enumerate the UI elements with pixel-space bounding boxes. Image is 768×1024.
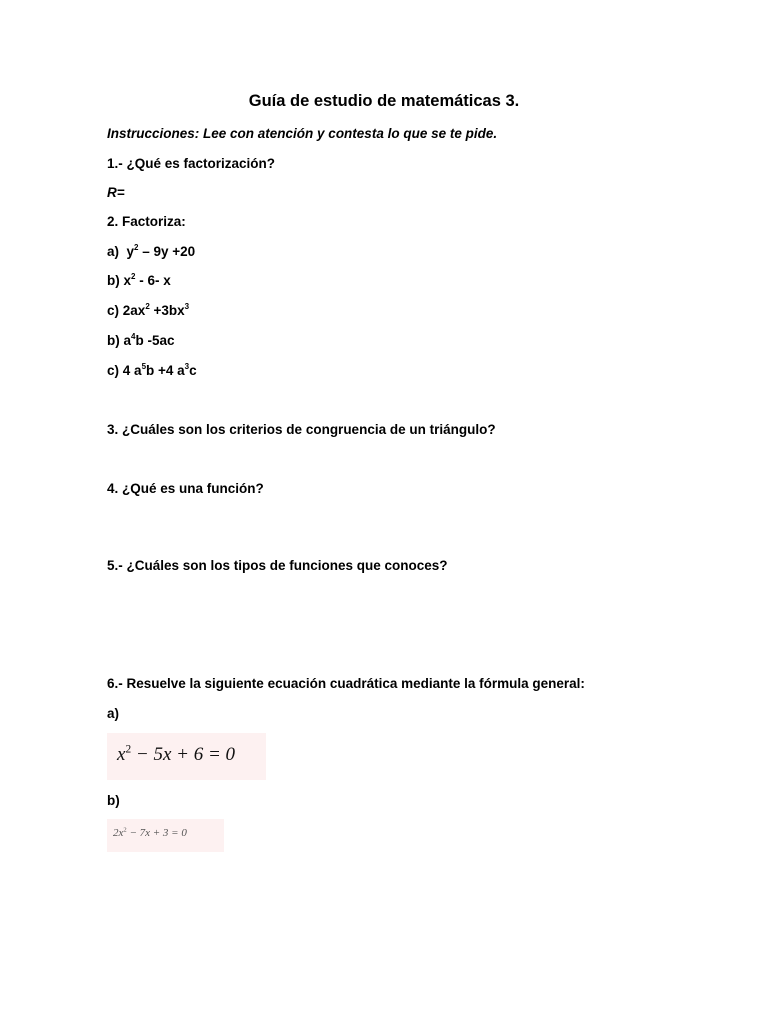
question-2: 2. Factoriza: [107, 214, 186, 229]
question-6: 6.- Resuelve la siguiente ecuación cuadrática mediante la fórmula general: [107, 676, 585, 691]
question-1: 1.- ¿Qué es factorización? [107, 156, 276, 171]
factor-item-c2: c) 4 $a^5b +4$ $a^3c$ [107, 362, 197, 378]
question-5: 5.- ¿Cuáles son los tipos de funciones que conoces? [107, 558, 448, 573]
document-title: Guía de estudio de matemáticas 3. [248, 92, 520, 110]
question-4: 4. ¿Qué es una función? [107, 481, 264, 496]
equation-b-image: $2x^2 - 7x + 3 = 0$ [107, 819, 224, 852]
factor-item-b2: b) $a^4b$ -5ac [107, 332, 175, 348]
factor-item-b: b) $x^2 - 6-$ x [107, 272, 171, 288]
equation-a-label: a) [107, 706, 120, 721]
equation-a-image: $x^2 - 5x + 6 = 0$ [107, 733, 266, 780]
question-3: 3. ¿Cuáles son los criterios de congruencia de un triángulo? [107, 422, 496, 437]
factor-item-c: c) $2ax^2 +3bx^3$ [107, 302, 190, 318]
instructions-text: Instrucciones: Lee con atención y contesta lo que se te pide. [107, 126, 498, 141]
equation-b-label: b) [107, 793, 120, 808]
factor-item-a: a) $y^2 - 9y +20$ [107, 243, 196, 259]
answer-label: R= [107, 185, 125, 200]
